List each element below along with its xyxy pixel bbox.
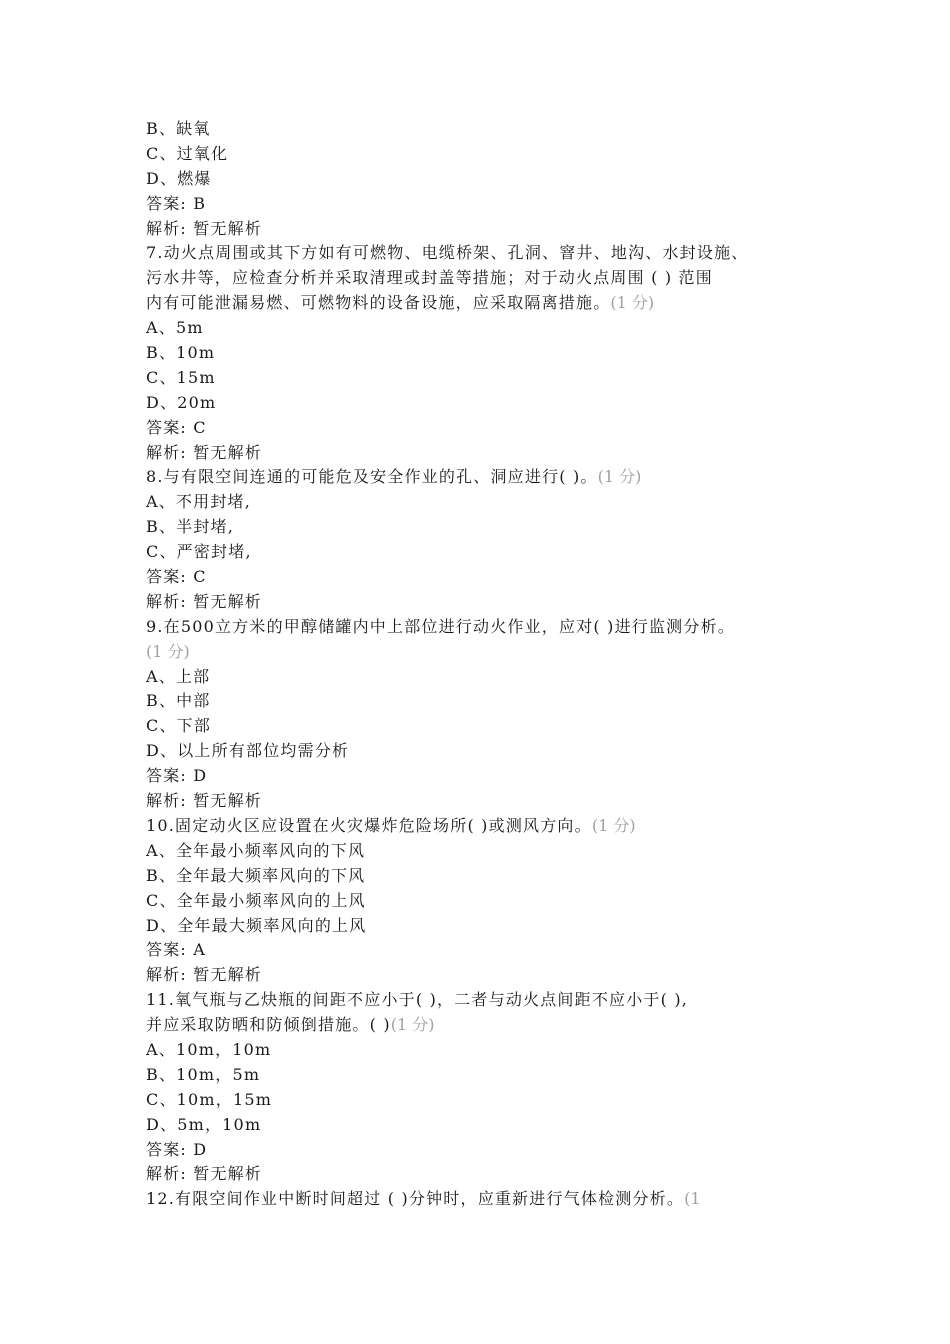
line-text: 内有可能泄漏易燃、可燃物料的设备设施，应采取隔离措施。 [146,293,611,313]
score-label: (1 分) [597,467,642,487]
text-line [146,689,826,714]
line-text: 解析: 暂无解析 [146,591,263,611]
text-line [146,241,826,266]
line-text: C、全年最小频率风向的上风 [146,890,366,910]
text-line [146,615,826,640]
text-line [146,266,826,291]
line-text: B、中部 [146,691,211,711]
line-text: 解析: 暂无解析 [146,1164,263,1184]
text-line [146,938,826,963]
text-line [146,1187,826,1212]
text-line [146,142,826,167]
line-text: C、下部 [146,716,212,736]
text-line [146,665,826,690]
line-text: B、半封堵, [146,517,235,537]
score-label: (1 [684,1189,701,1209]
line-text: 12.有限空间作业中断时间超过 ( )分钟时，应重新进行气体检测分析。 [146,1189,685,1209]
line-text: 污水井等，应检查分析并采取清理或封盖等措施；对于动火点周围 ( ) 范围 [146,268,713,288]
text-line [146,914,826,939]
line-text: 11.氧气瓶与乙炔瓶的间距不应小于( )，二者与动火点间距不应小于( ), [146,990,689,1010]
text-line [146,889,826,914]
text-line [146,640,826,665]
line-text: A、上部 [146,666,211,686]
text-line [146,416,826,441]
line-text: B、10m [146,343,216,363]
text-line [146,366,826,391]
line-text: B、缺氧 [146,119,211,138]
text-line [146,117,826,142]
score-label: (1 分) [591,815,636,835]
line-text: C、15m [146,367,216,387]
line-text: 答案: D [146,1139,208,1159]
text-line [146,963,826,988]
line-text: 解析: 暂无解析 [146,791,263,811]
text-line [146,540,826,565]
text-line [146,1113,826,1138]
text-line [146,1038,826,1063]
text-line [146,217,826,242]
text-line [146,291,826,316]
line-text: 答案: C [146,567,207,587]
score-label: (1 分) [390,1015,435,1035]
text-line [146,988,826,1013]
text-line [146,167,826,192]
text-line [146,490,826,515]
line-text: B、10m，5m [146,1064,261,1084]
text-line [146,465,826,490]
text-line [146,341,826,366]
line-text: 并应采取防晒和防倾倒措施。( ) [146,1015,391,1035]
text-line [146,441,826,466]
line-text: D、全年最大频率风向的上风 [146,915,367,935]
text-line [146,864,826,889]
line-text: B、全年最大频率风向的下风 [146,865,366,885]
text-line [146,1162,826,1187]
line-text: A、全年最小频率风向的下风 [146,840,366,860]
line-text: 8.与有限空间连通的可能危及安全作业的孔、洞应进行( )。 [146,467,598,487]
score-label: (1 分) [610,293,655,313]
text-line [146,814,826,839]
text-line [146,1063,826,1088]
text-line [146,192,826,217]
line-text: C、严密封堵, [146,542,252,562]
text-line [146,590,826,615]
line-text: A、5m [146,318,204,338]
line-text: 9.在500立方米的甲醇储罐内中上部位进行动火作业，应对( )进行监测分析。 [146,616,735,636]
line-text: 解析: 暂无解析 [146,442,263,462]
line-text: A、不用封堵, [146,492,252,512]
line-text: D、燃爆 [146,168,212,188]
text-line [146,714,826,739]
text-line [146,1013,826,1038]
line-text: D、20m [146,392,217,412]
line-text: 10.固定动火区应设置在火灾爆炸危险场所( )或测风方向。 [146,815,592,835]
text-line [146,391,826,416]
line-text: 答案: B [146,193,207,213]
text-line [146,1138,826,1163]
line-text: D、5m，10m [146,1114,262,1134]
line-text: C、10m，15m [146,1089,273,1109]
line-text: 解析: 暂无解析 [146,965,263,985]
line-text: D、以上所有部位均需分析 [146,741,350,761]
line-text: 答案: C [146,417,207,437]
score-label: (1 分) [146,641,190,661]
text-line [146,764,826,789]
line-text: 答案: A [146,940,207,960]
text-line [146,515,826,540]
text-line [146,789,826,814]
text-line [146,1088,826,1113]
line-text: A、10m，10m [146,1039,272,1059]
text-line [146,739,826,764]
text-line [146,316,826,341]
line-text: 7.动火点周围或其下方如有可燃物、电缆桥架、孔洞、窨井、地沟、水封设施、 [146,243,749,263]
line-text: 解析: 暂无解析 [146,218,263,238]
question-list [146,117,826,1212]
text-line [146,839,826,864]
text-line [146,565,826,590]
line-text: C、过氧化 [146,143,229,163]
line-text: 答案: D [146,766,208,786]
